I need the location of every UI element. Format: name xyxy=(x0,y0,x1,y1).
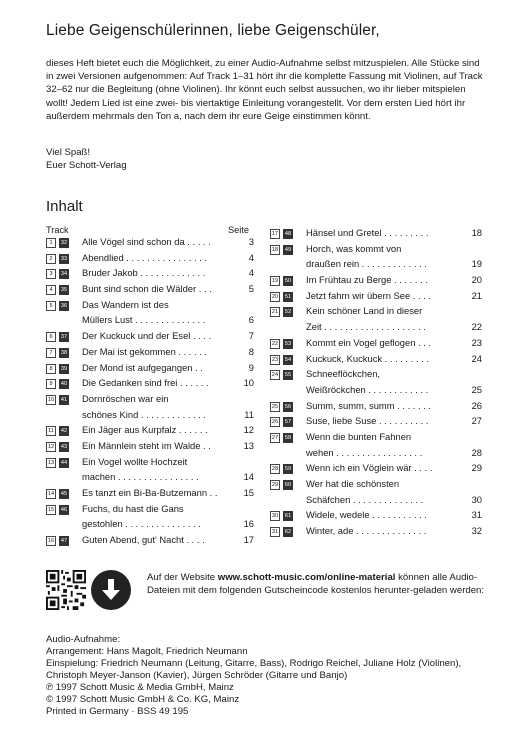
track-number-full: 5 xyxy=(46,301,56,311)
track-number-playalong: 41 xyxy=(60,396,68,403)
track-number-full: 12 xyxy=(47,443,55,450)
track-number-playalong: 43 xyxy=(60,443,68,450)
track-number-playalong: 58 xyxy=(284,434,292,441)
track-number-full: 31 xyxy=(271,529,279,536)
page-number: 7 xyxy=(248,330,254,342)
track-numbers xyxy=(46,348,69,358)
track-numbers xyxy=(270,245,293,255)
credits-line: ℗ 1997 Schott Music & Media GmbH, Mainz xyxy=(46,682,234,693)
song-title: Schäfchen . . . . . . . . . . . . . . xyxy=(306,493,424,505)
track-number-playalong: 47 xyxy=(60,538,68,545)
track-numbers xyxy=(270,276,293,286)
song-title: Ein Vogel wollte Hochzeit xyxy=(82,455,188,467)
track-number-playalong: 48 xyxy=(284,231,292,237)
song-title: Wenn die bunten Fahnen xyxy=(306,430,412,442)
track-number-full: 16 xyxy=(47,538,55,545)
track-number-playalong: 53 xyxy=(284,340,292,347)
track-number-full: 27 xyxy=(271,434,279,441)
toc-entry xyxy=(46,533,254,549)
track-number-full: 21 xyxy=(271,309,279,316)
page-number: 13 xyxy=(243,439,254,451)
track-number-full: 23 xyxy=(271,356,279,363)
page-number: 28 xyxy=(471,446,482,458)
track-number-full: 30 xyxy=(271,513,279,520)
song-title: Fuchs, du hast die Gans xyxy=(82,502,184,514)
page-number: 32 xyxy=(471,525,482,537)
song-title: Es tanzt ein Bi-Ba-Butzemann . . xyxy=(82,487,218,499)
song-title: gestohlen . . . . . . . . . . . . . . . xyxy=(82,518,201,530)
online-material-url: www.schott-music.com/online-material xyxy=(217,572,396,583)
toc-entry xyxy=(270,242,482,273)
track-numbers xyxy=(46,301,69,311)
track-numbers xyxy=(46,505,69,515)
toc-page-label: Seite xyxy=(228,225,249,235)
credits-line: Einspielung: Friedrich Neumann (Leitung, Gitarre, Bass), Rodrigo Reichel, Juliane Holz (Violinen), Christoph Meyer-Janson (Kavier), Jürgen Schröder (Gitarre und Banjo) xyxy=(46,658,462,681)
greeting-heading: Liebe Geigenschülerinnen, liebe Geigenschüler, xyxy=(46,22,380,39)
track-number-full: 26 xyxy=(271,419,279,426)
signoff-line: Viel Spaß! xyxy=(46,147,91,158)
song-title: Alle Vögel sind schon da . . . . . xyxy=(82,236,211,247)
page-number: 10 xyxy=(243,377,254,389)
online-suffix: können alle Audio-Dateien mit dem folgenden Gutscheincode kostenlos herunter-geladen werden: xyxy=(147,572,485,597)
toc-entry xyxy=(46,282,254,298)
song-title: Bunt sind schon die Wälder . . . xyxy=(82,283,212,295)
song-title: Der Mond ist aufgegangen . . xyxy=(82,361,203,373)
track-number-full: 9 xyxy=(46,379,56,389)
track-numbers xyxy=(46,332,69,342)
track-numbers xyxy=(46,489,69,499)
track-number-full: 29 xyxy=(271,482,279,489)
track-number-full: 25 xyxy=(271,403,279,410)
song-title: schönes Kind . . . . . . . . . . . . . xyxy=(82,408,207,420)
page-number: 12 xyxy=(243,424,254,436)
song-title: Widele, wedele . . . . . . . . . . . xyxy=(306,509,427,521)
track-number-playalong: 61 xyxy=(284,513,292,520)
track-numbers xyxy=(270,511,293,521)
toc-entry xyxy=(46,423,254,439)
track-number-full: 13 xyxy=(47,459,55,466)
track-numbers xyxy=(46,254,69,264)
song-title: Zeit . . . . . . . . . . . . . . . . . . . . xyxy=(306,321,426,333)
track-number-full: 24 xyxy=(271,372,279,379)
track-number-playalong: 55 xyxy=(284,372,292,379)
track-numbers xyxy=(270,402,293,412)
toc-column-left xyxy=(46,235,254,549)
page-number: 22 xyxy=(471,321,482,333)
toc-entry xyxy=(270,273,482,289)
song-title: Das Wandern ist des xyxy=(82,298,169,310)
song-title: draußen rein . . . . . . . . . . . . . xyxy=(306,258,427,270)
song-title: Guten Abend, gut' Nacht . . . . xyxy=(82,534,205,546)
track-number-full: 28 xyxy=(271,466,279,473)
track-number-playalong: 33 xyxy=(60,255,68,262)
toc-entry xyxy=(270,367,482,398)
page-number: 25 xyxy=(471,383,482,395)
song-title: Winter, ade . . . . . . . . . . . . . . xyxy=(306,525,427,537)
page-number: 11 xyxy=(244,408,254,420)
toc-entry xyxy=(46,251,254,267)
track-number-full: 14 xyxy=(47,491,55,498)
track-number-playalong: 57 xyxy=(284,419,292,426)
song-title: Weißröckchen . . . . . . . . . . . . xyxy=(306,383,429,395)
toc-entry xyxy=(46,235,254,251)
song-title: Kein schöner Land in dieser xyxy=(306,305,423,317)
song-title: Horch, was kommt von xyxy=(306,242,402,254)
page-number: 9 xyxy=(248,361,254,373)
song-title: Wenn ich ein Vöglein wär . . . . xyxy=(306,462,433,474)
page-number: 4 xyxy=(248,251,254,263)
song-title: Der Mai ist gekommen . . . . . . xyxy=(82,345,208,357)
track-number-playalong: 52 xyxy=(284,309,292,316)
track-number-playalong: 38 xyxy=(60,349,68,356)
page-number: 31 xyxy=(471,509,482,521)
track-numbers xyxy=(46,238,69,248)
song-title: Dornröschen war ein xyxy=(82,392,169,404)
signoff-publisher: Euer Schott-Verlag xyxy=(46,160,127,171)
toc-entry xyxy=(46,455,254,486)
page-number: 6 xyxy=(248,314,254,326)
song-title: machen . . . . . . . . . . . . . . . . xyxy=(82,471,199,483)
credits-line: Arrangement: Hans Magolt, Friedrich Neumann xyxy=(46,646,248,657)
page-number: 19 xyxy=(471,258,482,270)
track-number-full: 22 xyxy=(271,340,279,347)
toc-entry xyxy=(46,266,254,282)
track-number-full: 3 xyxy=(46,269,56,279)
track-numbers xyxy=(46,269,69,279)
track-numbers xyxy=(270,370,293,380)
track-number-full: 17 xyxy=(271,231,279,237)
track-numbers xyxy=(270,292,293,302)
track-number-playalong: 44 xyxy=(60,459,68,466)
page-number: 17 xyxy=(243,534,254,546)
song-title: Suse, liebe Suse . . . . . . . . . . xyxy=(306,415,429,427)
track-number-playalong: 34 xyxy=(60,271,68,278)
track-numbers xyxy=(46,458,69,468)
song-title: Ein Männlein steht im Walde . . xyxy=(82,439,211,451)
track-number-full: 11 xyxy=(46,426,56,436)
page-number: 21 xyxy=(471,289,482,301)
credits xyxy=(46,634,496,718)
track-number-full: 7 xyxy=(46,348,56,358)
track-number-playalong: 45 xyxy=(60,491,68,498)
toc-entry xyxy=(270,336,482,352)
track-number-playalong: 50 xyxy=(284,278,292,285)
track-number-playalong: 60 xyxy=(284,482,292,489)
page-number: 8 xyxy=(248,345,254,357)
track-number-full: 15 xyxy=(47,506,55,513)
toc-column-right xyxy=(270,226,482,540)
track-numbers xyxy=(270,307,293,317)
page-number: 27 xyxy=(471,415,482,427)
credits-line: Printed in Germany · BSS 49 195 xyxy=(46,706,189,717)
page-number: 23 xyxy=(471,336,482,348)
toc-entry xyxy=(46,345,254,361)
track-number-full: 19 xyxy=(271,278,279,285)
toc-entry xyxy=(270,477,482,508)
track-number-playalong: 32 xyxy=(60,240,68,246)
track-numbers xyxy=(46,379,69,389)
toc-entry xyxy=(270,461,482,477)
track-number-playalong: 35 xyxy=(60,287,68,294)
toc-entry xyxy=(46,329,254,345)
track-numbers xyxy=(270,417,293,427)
page-number: 4 xyxy=(248,267,254,279)
track-number-full: 20 xyxy=(271,293,279,300)
song-title: Bruder Jakob . . . . . . . . . . . . . xyxy=(82,267,206,279)
toc-entry xyxy=(46,376,254,392)
credits-line: © 1997 Schott Music GmbH & Co. KG, Mainz xyxy=(46,694,240,705)
track-number-full: 10 xyxy=(47,396,55,403)
track-number-playalong: 39 xyxy=(60,365,68,372)
track-number-full: 1 xyxy=(46,238,56,248)
page-number: 24 xyxy=(471,352,482,364)
track-number-playalong: 36 xyxy=(60,302,68,309)
credits-line: Audio-Aufnahme: xyxy=(46,634,121,645)
song-title: Der Kuckuck und der Esel . . . . xyxy=(82,330,212,342)
intro-paragraph: dieses Heft bietet euch die Möglichkeit, zu einer Audio-Aufnahme selbst mitzuspielen. Alle Stücke sind in zwei Versionen aufgenommen: Auf Track 1–31 hört ihr die komplette Fassung mit Violinen, auf Track 32–62 nur die Begleitung (ohne Violinen). Ihr könnt euch selbst aussuchen, wo ihr lieber mitspielen wollt! Jedem Lied ist eine zwei- bis viertaktige Einleitung vorangestellt. Vor dem ersten Lied hört ihr außerdem mehrmals den Ton a, nach dem ihr eure Geige einstimmen könnt. xyxy=(46,58,483,122)
song-title: Wer hat die schönsten xyxy=(306,478,400,490)
toc-entry xyxy=(270,352,482,368)
toc-entry xyxy=(46,486,254,502)
track-number-playalong: 46 xyxy=(60,506,68,513)
track-number-full: 8 xyxy=(46,364,56,374)
song-title: Schneeflöckchen, xyxy=(306,368,381,380)
track-numbers xyxy=(46,364,69,374)
page-number: 5 xyxy=(248,283,254,295)
track-numbers xyxy=(270,480,293,490)
song-title: Müllers Lust . . . . . . . . . . . . . . xyxy=(82,314,206,326)
song-title: wehen . . . . . . . . . . . . . . . . . xyxy=(306,446,423,458)
toc-entry xyxy=(270,414,482,430)
page-number: 16 xyxy=(243,518,254,530)
track-numbers xyxy=(270,229,293,239)
toc-entry xyxy=(270,508,482,524)
track-number-full: 4 xyxy=(46,285,56,295)
track-number-playalong: 42 xyxy=(60,428,68,435)
track-numbers xyxy=(270,527,293,537)
track-number-playalong: 54 xyxy=(284,356,292,363)
toc-heading: Inhalt xyxy=(46,198,83,215)
qr-code-icon xyxy=(46,570,86,610)
page-number: 20 xyxy=(471,274,482,286)
toc-entry xyxy=(270,524,482,540)
track-number-playalong: 59 xyxy=(284,466,292,473)
song-title: Ein Jäger aus Kurpfalz . . . . . . xyxy=(82,424,208,436)
track-number-full: 2 xyxy=(46,254,56,264)
toc-entry xyxy=(270,430,482,461)
page-number: 30 xyxy=(471,493,482,505)
track-numbers xyxy=(46,285,69,295)
track-number-playalong: 40 xyxy=(60,381,68,388)
toc-entry xyxy=(270,289,482,305)
toc-entry xyxy=(46,361,254,377)
song-title: Die Gedanken sind frei . . . . . . xyxy=(82,377,209,389)
track-number-full: 6 xyxy=(46,332,56,342)
toc-entry xyxy=(270,399,482,415)
song-title: Summ, summ, summ . . . . . . . xyxy=(306,399,432,411)
track-number-playalong: 62 xyxy=(284,529,292,536)
track-number-full: 18 xyxy=(271,246,279,253)
page-number: 26 xyxy=(471,399,482,411)
song-title: Im Frühtau zu Berge . . . . . . . xyxy=(306,274,428,286)
toc-entry xyxy=(270,226,482,242)
toc-entry xyxy=(46,298,254,329)
track-numbers xyxy=(46,536,69,546)
song-title: Jetzt fahrn wir übern See . . . . xyxy=(306,289,432,301)
toc-track-label: Track xyxy=(46,225,69,235)
download-icon xyxy=(91,570,131,610)
track-numbers xyxy=(270,339,293,349)
signoff xyxy=(46,146,127,172)
song-title: Hänsel und Gretel . . . . . . . . . xyxy=(306,227,429,238)
song-title: Kommt ein Vogel geflogen . . . xyxy=(306,336,432,348)
page-number: 15 xyxy=(243,487,254,499)
page-number: 29 xyxy=(471,462,482,474)
track-numbers xyxy=(46,395,69,405)
toc-entry xyxy=(46,392,254,423)
track-numbers xyxy=(46,426,69,436)
page-number: 3 xyxy=(248,236,254,247)
track-numbers xyxy=(270,355,293,365)
song-title: Kuckuck, Kuckuck . . . . . . . . . xyxy=(306,352,429,364)
online-prefix: Auf der Website xyxy=(147,572,218,583)
toc-entry xyxy=(270,304,482,335)
page-number: 18 xyxy=(471,227,482,238)
track-number-playalong: 49 xyxy=(284,246,292,253)
track-number-playalong: 56 xyxy=(284,403,292,410)
track-number-playalong: 51 xyxy=(284,293,292,300)
track-number-playalong: 37 xyxy=(60,334,68,341)
track-numbers xyxy=(270,433,293,443)
page-number: 14 xyxy=(243,471,254,483)
track-numbers xyxy=(46,442,69,452)
song-title: Abendlied . . . . . . . . . . . . . . . . xyxy=(82,251,208,263)
track-numbers xyxy=(270,464,293,474)
toc-entry xyxy=(46,502,254,533)
toc-entry xyxy=(46,439,254,455)
online-material-text xyxy=(147,571,487,598)
